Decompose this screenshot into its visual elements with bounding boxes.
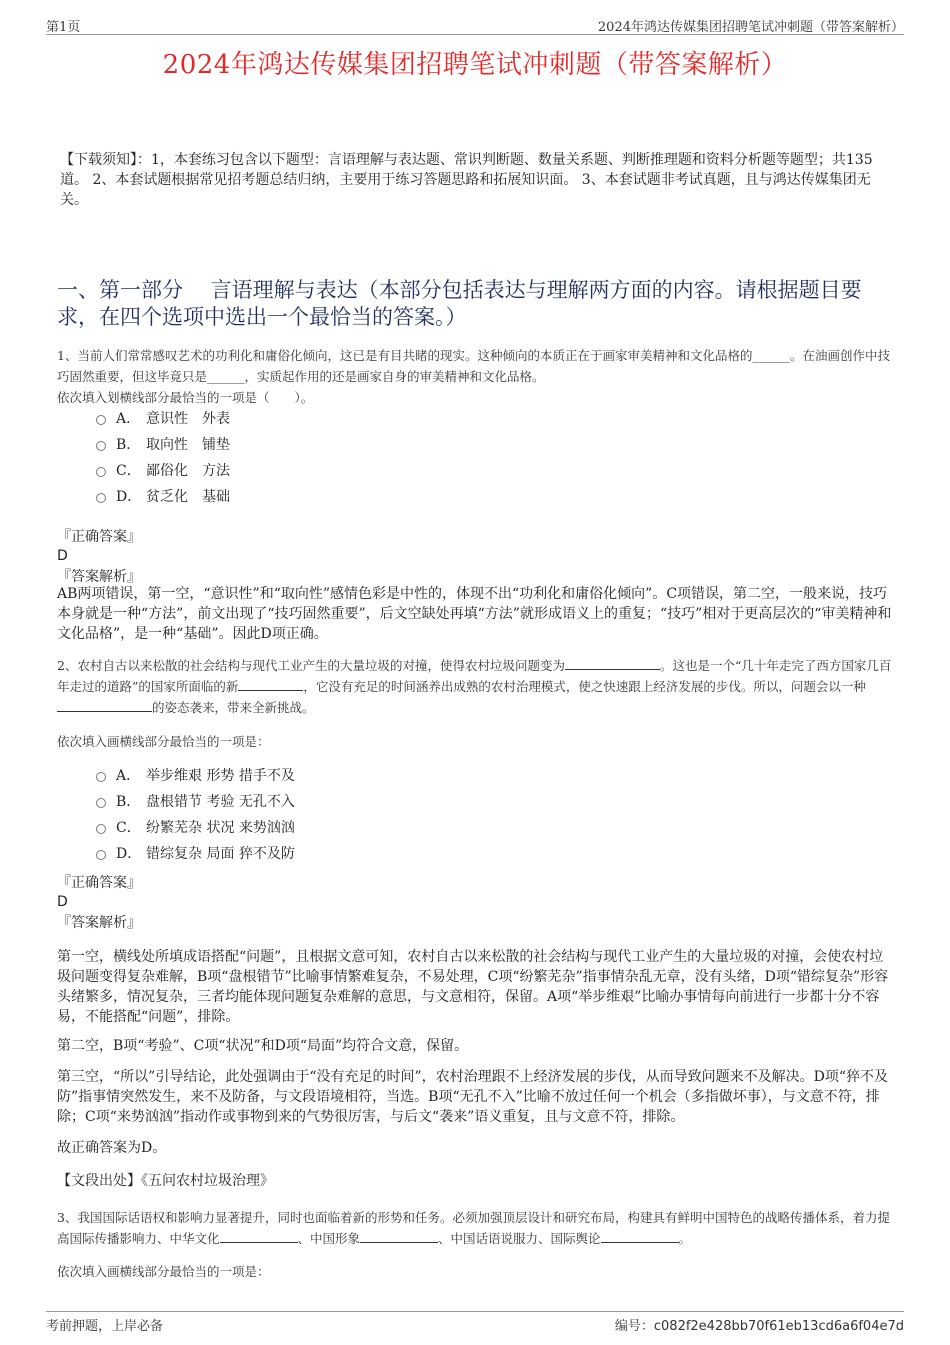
q1-option-b[interactable]: B． 取向性 铺垫 bbox=[96, 432, 230, 458]
question-1-text: 1、当前人们常常感叹艺术的功利化和庸俗化倾向，这已是有目共睹的现实。这种倾向的本质正在于画家审美精神和文化品格的______。在油画创作中技巧固然重要，但这毕竟只是______，实质起作用的还是画家自身的审美精神和文化品格。 bbox=[57, 348, 890, 384]
question-1-options bbox=[96, 406, 230, 510]
q2-analysis-p4: 故正确答案为D。 bbox=[57, 1140, 167, 1156]
page-footer bbox=[46, 1311, 904, 1332]
radio-icon[interactable] bbox=[96, 493, 106, 503]
download-notice: 【下载须知】：1，本套练习包含以下题型：言语理解与表达题、常识判断题、数量关系题、判断推理题和资料分析题等题型；共135道。 2、本套试题根据常见招考题总结归纳，主要用于练习答题思路和拓展知识面。 3、本套试题非考试真题，且与鸿达传媒集团无关。 bbox=[60, 152, 873, 208]
q1-answer-label: 『正确答案』 bbox=[57, 529, 141, 545]
question-3-prompt: 依次填入画横线部分最恰当的一项是： bbox=[57, 1264, 270, 1279]
q1-option-c[interactable]: C． 鄙俗化 方法 bbox=[96, 458, 230, 484]
q1-blank-2: ______ bbox=[207, 369, 245, 384]
page-title: 2024年鸿达传媒集团招聘笔试冲刺题（带答案解析） bbox=[162, 50, 788, 80]
question-3-text: 3、我国国际话语权和影响力显著提升，同时也面临着新的形势和任务。必须加强顶层设计和研究布局，构建具有鲜明中国特色的战略传播体系，着力提高国际传播影响力、中华文化 、中国形象 、中国话语说服力、国际舆论 。 bbox=[57, 1210, 890, 1246]
radio-icon[interactable] bbox=[96, 467, 106, 477]
q1-option-a[interactable]: A． 意识性 外表 bbox=[96, 406, 230, 432]
q2-option-c[interactable]: C． 纷繁芜杂 状况 来势汹汹 bbox=[96, 815, 295, 841]
q1-analysis: AB两项错误，第一空，“意识性”和“取向性”感情色彩是中性的，体现不出“功利化和庸俗化倾向”。C项错误，第二空，一般来说，技巧本身就是一种“方法”，前文出现了“技巧固然重要”，后文空缺处再填“方法”就形成语义上的重复；“技巧”相对于更高层次的“审美精神和文化品格”，是一种“基础”。因此D项正确。 bbox=[57, 586, 892, 642]
q2-blank-2 bbox=[238, 678, 303, 691]
question-1-prompt: 依次填入划横线部分最恰当的一项是（ ）。 bbox=[57, 390, 314, 405]
q3-blank-3 bbox=[601, 1230, 679, 1243]
page-number: 第1页 bbox=[46, 20, 81, 35]
q2-option-d[interactable]: D． 错综复杂 局面 猝不及防 bbox=[96, 841, 295, 867]
section-heading: 一、第一部分 言语理解与表达（本部分包括表达与理解两方面的内容。请根据题目要求，在四个选项中选出一个最恰当的答案。） bbox=[57, 278, 862, 329]
q2-option-a[interactable]: A． 举步维艰 形势 措手不及 bbox=[96, 763, 295, 789]
q2-analysis-p2: 第二空，B项“考验”、C项“状况”和D项“局面”均符合文意，保留。 bbox=[57, 1038, 469, 1054]
radio-icon[interactable] bbox=[96, 850, 106, 860]
radio-icon[interactable] bbox=[96, 824, 106, 834]
q2-option-b[interactable]: B． 盘根错节 考验 无孔不入 bbox=[96, 789, 295, 815]
q2-analysis-p3: 第三空，“所以”引导结论，此处强调由于“没有充足的时间”，农村治理跟不上经济发展的步伐，从而导致问题来不及解决。D项“猝不及防”指事情突然发生，来不及防备，与文段语境相符，当选。B项“无孔不入”比喻不放过任何一个机会（多指做坏事），与文意不符，排除；C项“来势汹汹”指动作或事物到来的气势很厉害，与后文“袭来”语义重复，且与文意不符，排除。 bbox=[57, 1069, 889, 1125]
q1-option-d[interactable]: D． 贫乏化 基础 bbox=[96, 484, 230, 510]
q3-blank-1 bbox=[220, 1230, 298, 1243]
page-header bbox=[46, 16, 904, 35]
question-2-text: 2、农村自古以来松散的社会结构与现代工业产生的大量垃圾的对撞，使得农村垃圾问题变为 。这也是一个“几十年走完了西方国家几百年走过的道路”的国家所面临的新 ，它没有充足的时间涵养出成熟的农村治理模式，使之快速跟上经济发展的步伐。所以，问题会以一种的姿态袭来，带来全新挑战。 bbox=[57, 658, 892, 715]
q2-answer-label: 『正确答案』 bbox=[57, 875, 141, 891]
q2-source: 【文段出处】《五问农村垃圾治理》 bbox=[57, 1173, 274, 1189]
header-doc-title: 2024年鸿达传媒集团招聘笔试冲刺题（带答案解析） bbox=[597, 20, 904, 35]
radio-icon[interactable] bbox=[96, 441, 106, 451]
q2-analysis-p1: 第一空，横线处所填成语搭配“问题”，且根据文意可知，农村自古以来松散的社会结构与现代工业产生的大量垃圾的对撞，会使农村垃圾问题变得复杂难解，B项“盘根错节”比喻事情繁难复杂，不易处理，C项“纷繁芜杂”指事情杂乱无章，没有头绪，D项“错综复杂”形容头绪繁多，情况复杂，三者均能体现问题复杂难解的意思，与文意相符，保留。A项“举步维艰”比喻办事情每向前进行一步都十分不容易，不能搭配“问题”，排除。 bbox=[57, 949, 889, 1025]
question-2-prompt: 依次填入画横线部分最恰当的一项是： bbox=[57, 734, 270, 749]
radio-icon[interactable] bbox=[96, 798, 106, 808]
radio-icon[interactable] bbox=[96, 772, 106, 782]
footer-code: 编号：c082f2e428bb70f61eb13cd6a6f04e7d bbox=[614, 1319, 904, 1334]
q2-analysis-label: 『答案解析』 bbox=[57, 915, 141, 931]
footer-slogan: 考前押题，上岸必备 bbox=[46, 1319, 164, 1334]
q2-blank-3 bbox=[57, 699, 152, 712]
q2-blank-1 bbox=[565, 657, 660, 670]
q1-blank-1: ______ bbox=[752, 348, 790, 363]
q2-answer: D bbox=[57, 894, 68, 910]
q3-blank-2 bbox=[360, 1230, 438, 1243]
question-2-options bbox=[96, 763, 295, 867]
q1-analysis-label: 『答案解析』 bbox=[57, 569, 141, 585]
radio-icon[interactable] bbox=[96, 415, 106, 425]
q1-answer: D bbox=[57, 548, 68, 564]
